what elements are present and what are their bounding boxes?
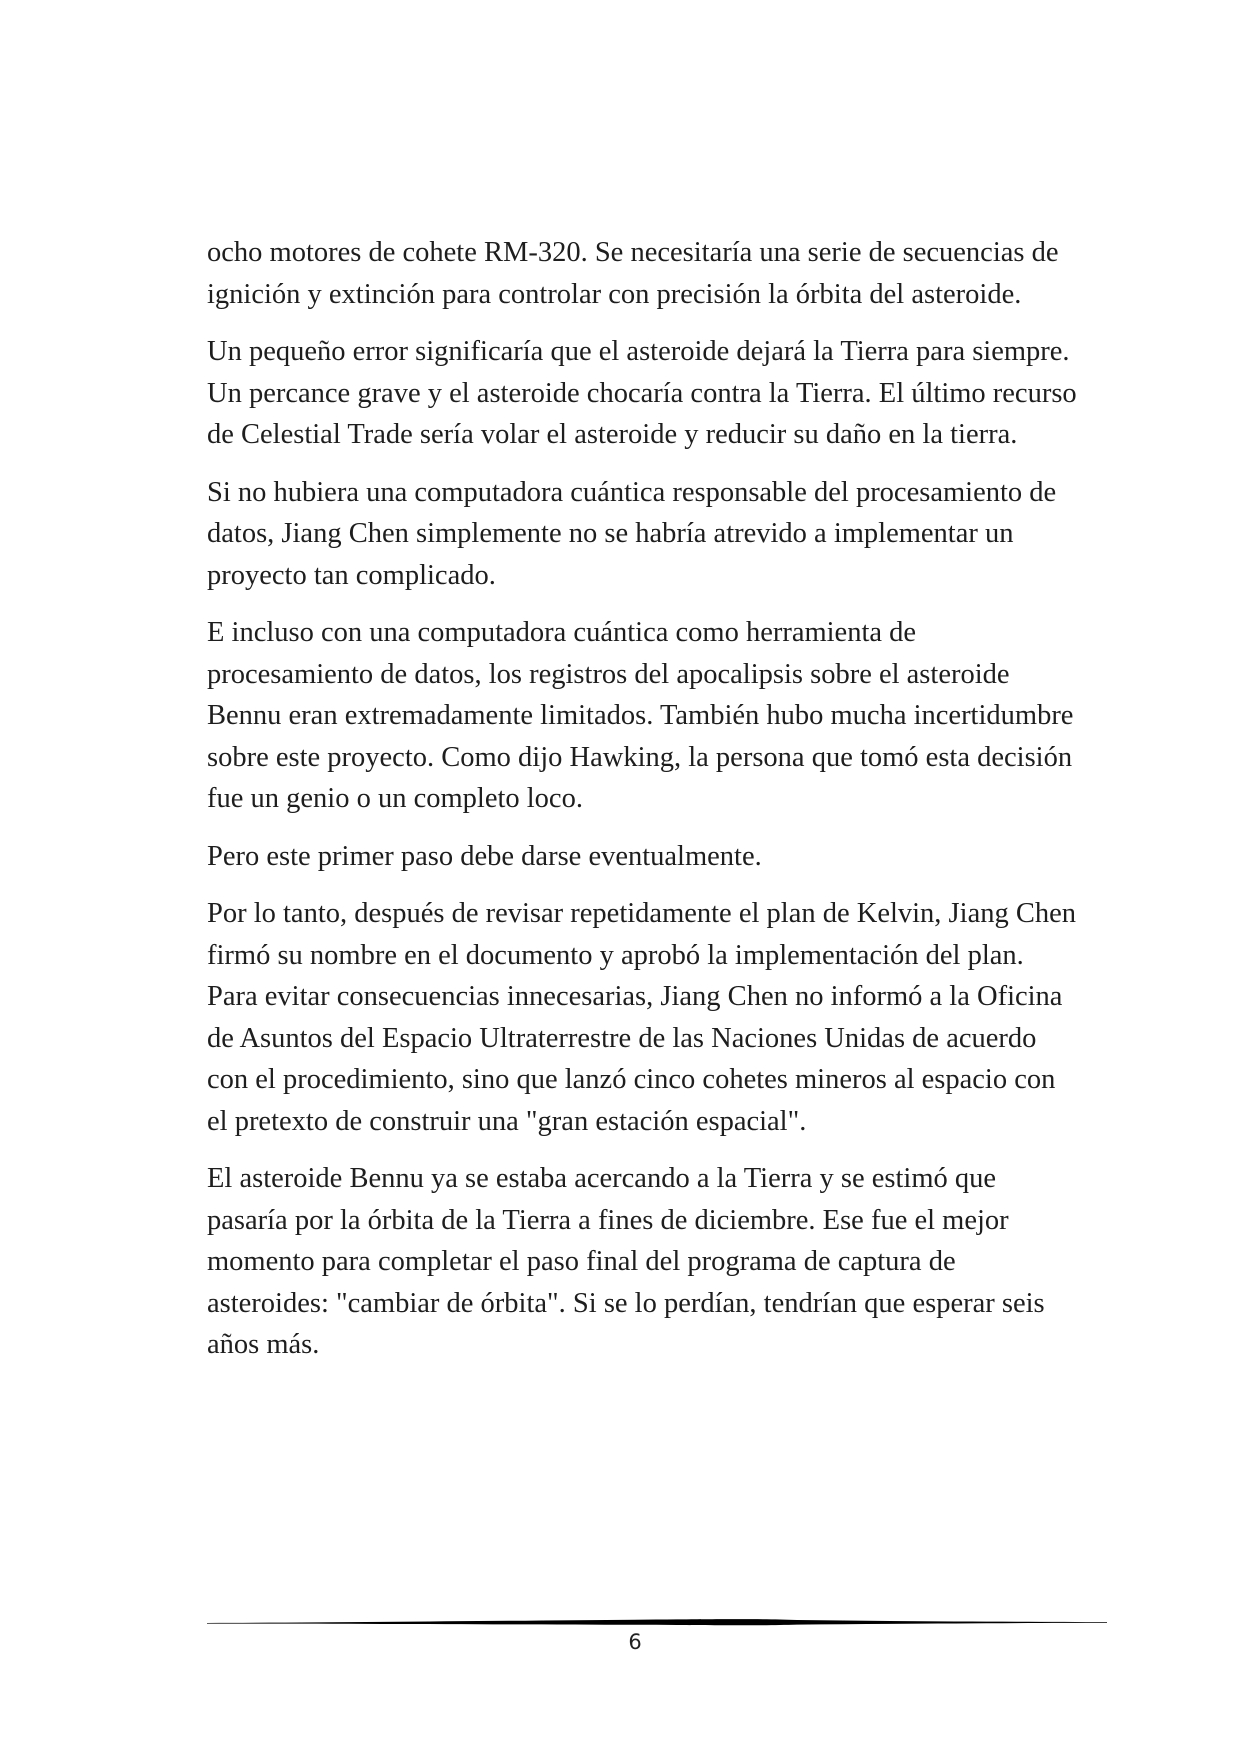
body-text <box>207 232 1077 1382</box>
paragraph-5: Pero este primer paso debe darse eventualmente. <box>207 840 762 872</box>
paragraph-7: El asteroide Bennu ya se estaba acercando a la Tierra y se estimó que pasaría por la órbita de la Tierra a fines de diciembre. Ese fue el mejor momento para completar el paso final del programa de captura de asteroides: "cambiar de órbita". Si se lo perdían, tendrían que esperar seis años más. <box>207 1163 1045 1360</box>
paragraph-3: Si no hubiera una computadora cuántica responsable del procesamiento de datos, Jiang Chen simplemente no se habría atrevido a implementar un proyecto tan complicado. <box>207 476 1057 591</box>
paragraph-2: Un pequeño error significaría que el asteroide dejará la Tierra para siempre. Un percance grave y el asteroide chocaría contra la Tierra. El último recurso de Celestial Trade sería volar el asteroide y reducir su daño en la tierra. <box>207 336 1077 450</box>
page-number: 6 <box>628 1630 642 1654</box>
footer-rule <box>207 1614 1107 1630</box>
paragraph-1: ocho motores de cohete RM-320. Se necesitaría una serie de secuencias de ignición y extinción para controlar con precisión la órbita del asteroide. <box>207 237 1059 310</box>
paragraph-4: E incluso con una computadora cuántica como herramienta de procesamiento de datos, los registros del apocalipsis sobre el asteroide Bennu eran extremadamente limitados. También hubo mucha incertidumbre sobre este proyecto. Como dijo Hawking, la persona que tomó esta decisión fue un genio o un completo loco. <box>207 617 1074 814</box>
paragraph-6: Por lo tanto, después de revisar repetidamente el plan de Kelvin, Jiang Chen firmó su nombre en el documento y aprobó la implementación del plan. Para evitar consecuencias innecesarias, Jiang Chen no informó a la Oficina de Asuntos del Espacio Ultraterrestre de las Naciones Unidas de acuerdo con el procedimiento, sino que lanzó cinco cohetes mineros al espacio con el pretexto de construir una "gran estación espacial". <box>207 898 1076 1137</box>
footer-rule-swash <box>207 1619 1107 1625</box>
